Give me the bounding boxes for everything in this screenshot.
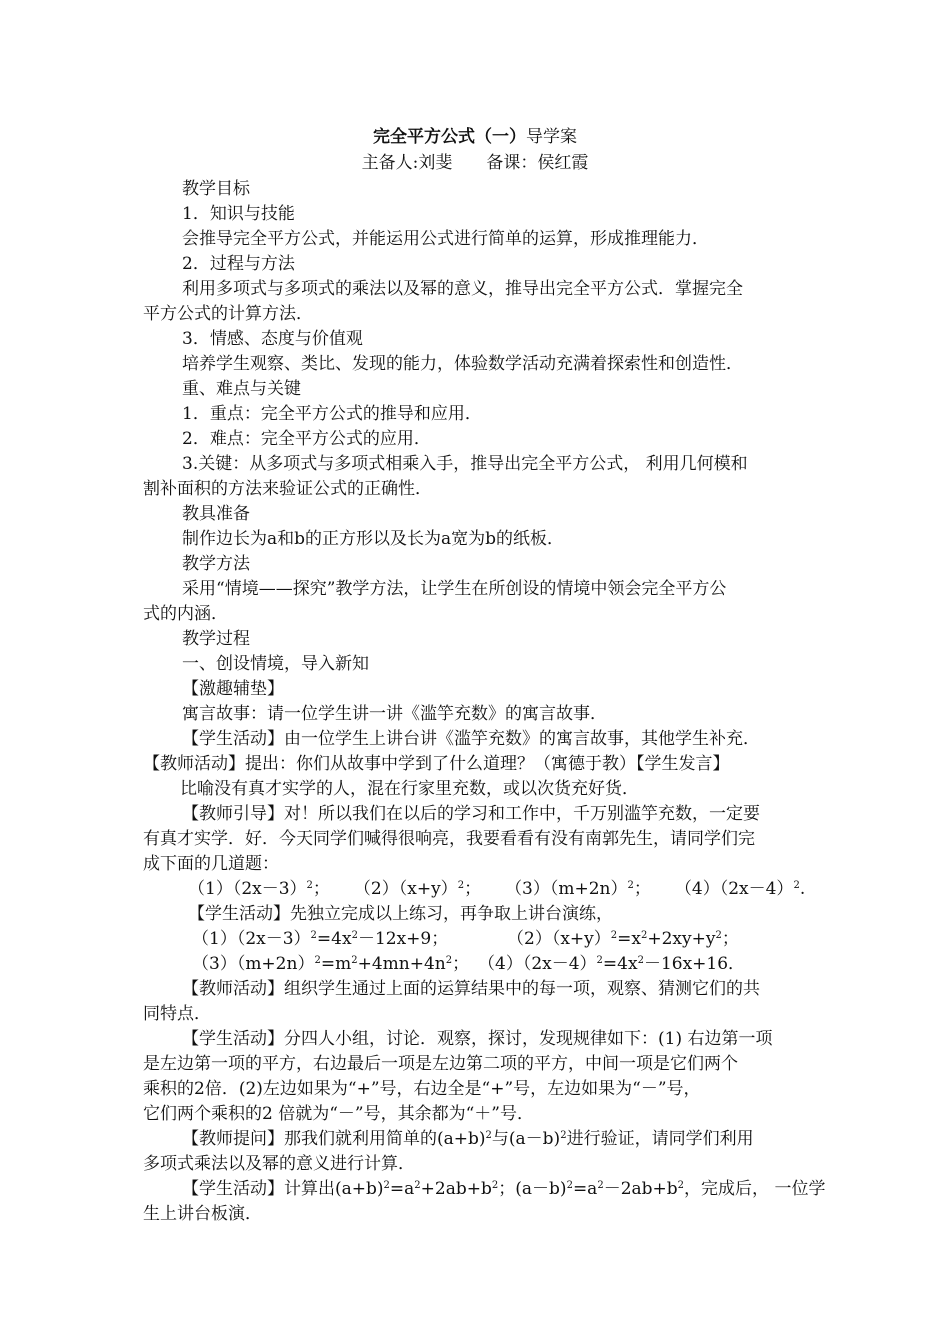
paragraph-line: 式的内涵．: [143, 604, 228, 624]
paragraph-line: 割补面积的方法来验证公式的正确性．: [143, 479, 432, 499]
paragraph-line: 【学生活动】计算出$(a+b)^2=a^2+2ab+b^2$；$(a-b)^2=a^2-2ab+b^2$，完成后， 一位学: [182, 1179, 826, 1199]
doc-subtitle: 主备人:刘斐 备课：侯红霞: [361, 153, 589, 173]
section-heading: 重、难点与关键: [182, 379, 301, 399]
answer-1: $(1)(2x-3)^2=4x^2-12x+9$；: [192, 929, 449, 949]
paragraph-line: 是左边第一项的平方，右边最后一项是左边第二项的平方，中间一项是它们两个: [143, 1054, 738, 1074]
paragraph-line: 采用“情境——探究”教学方法，让学生在所创设的情境中领会完全平方公: [182, 579, 727, 599]
paragraph-line: 3.关键：从多项式与多项式相乘入手，推导出完全平方公式， 利用几何模和: [182, 454, 748, 474]
sub-heading: 1．知识与技能: [182, 204, 295, 224]
section-heading: 教学目标: [182, 179, 250, 199]
section-heading: 教学方法: [182, 554, 250, 574]
sub-heading: 3．情感、态度与价值观: [182, 329, 363, 349]
paragraph-line: 【教师引导】对！所以我们在以后的学习和工作中，千万别滥竽充数，一定要: [182, 804, 760, 824]
paragraph-line: 【学生活动】先独立完成以上练习，再争取上讲台演练，: [188, 904, 613, 924]
sub-heading: 【激趣辅垫】: [182, 679, 284, 699]
paragraph-line: 乘积的2倍．(2)左边如果为“+”号，右边全是“+”号，左边如果为“－”号，: [143, 1079, 701, 1099]
paragraph-line: 【教师提问】那我们就利用简单的$(a+b)^2$与$(a-b)^2$进行验证，请同学们利用: [182, 1129, 754, 1149]
paragraph-line: 同特点．: [143, 1004, 211, 1024]
paragraph-line: 多项式乘法以及幂的意义进行计算．: [143, 1154, 415, 1174]
answer-4: $(4)(2x-4)^2=4x^2-16x+16$．: [478, 954, 746, 974]
paragraph-line: 有真才实学．好．今天同学们喊得很响亮，我要看看有没有南郭先生，请同学们完: [143, 829, 755, 849]
answer-2: $(2)(x+y)^2=x^2+2xy+y^2$；: [507, 929, 739, 949]
paragraph-line: 利用多项式与多项式的乘法以及幂的意义，推导出完全平方公式．掌握完全: [182, 279, 743, 299]
paragraph-line: 制作边长为a和b的正方形以及长为a宽为b的纸板．: [182, 529, 565, 549]
exercise-list: $(1)(2x-3)^2$； $(2)(x+y)^2$； $(3)(m+2n)^2$； $(4)(2x-4)^2$.: [188, 879, 806, 899]
paragraph-line: 平方公式的计算方法．: [143, 304, 313, 324]
paragraph-line: 1．重点：完全平方公式的推导和应用．: [182, 404, 482, 424]
paragraph-line: 培养学生观察、类比、发现的能力，体验数学活动充满着探索性和创造性．: [182, 354, 743, 374]
paragraph-line: 比喻没有真才实学的人，混在行家里充数，或以次货充好货．: [180, 779, 639, 799]
paragraph-line: 寓言故事：请一位学生讲一讲《滥竽充数》的寓言故事．: [182, 704, 607, 724]
paragraph-line: 【教师活动】组织学生通过上面的运算结果中的每一项，观察、猜测它们的共: [182, 979, 760, 999]
paragraph-line: 生上讲台板演．: [143, 1204, 262, 1224]
paragraph-line: 【学生活动】分四人小组，讨论．观察，探讨，发现规律如下：(1) 右边第一项: [182, 1029, 773, 1049]
paragraph-line: 2．难点：完全平方公式的应用．: [182, 429, 431, 449]
paragraph-line: 它们两个乘积的2 倍就为“－”号，其余都为“＋”号．: [143, 1104, 534, 1124]
paragraph-line: 会推导完全平方公式，并能运用公式进行简单的运算，形成推理能力．: [182, 229, 709, 249]
paragraph-line: 成下面的几道题：: [143, 854, 279, 874]
sub-heading: 2．过程与方法: [182, 254, 295, 274]
paragraph-line: 【教师活动】提出：你们从故事中学到了什么道理？（寓德于教）【学生发言】: [143, 754, 730, 774]
doc-title: 完全平方公式（一）导学案: [373, 127, 577, 147]
section-heading: 教具准备: [182, 504, 250, 524]
answer-3: $(3)(m+2n)^2=m^2+4mn+4n^2$；: [192, 954, 470, 974]
paragraph-line: 【学生活动】由一位学生上讲台讲《滥竽充数》的寓言故事，其他学生补充．: [182, 729, 760, 749]
section-heading: 教学过程: [182, 629, 250, 649]
sub-heading: 一、创设情境，导入新知: [182, 654, 369, 674]
